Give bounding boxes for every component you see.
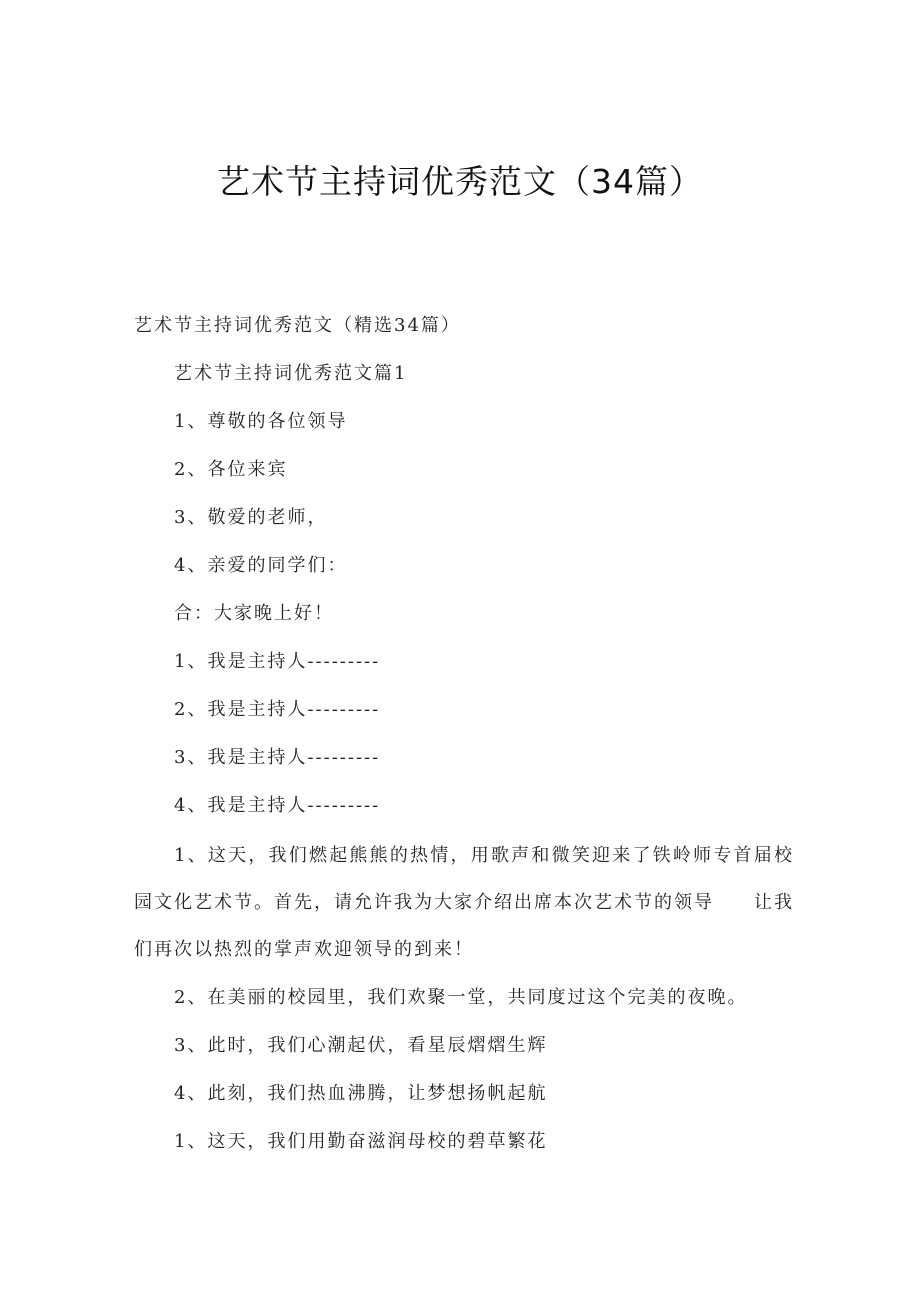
text-line: 1、这天，我们用勤奋滋润母校的碧草繁花	[174, 1131, 548, 1152]
text-line: 4、我是主持人---------	[174, 795, 381, 816]
document-title: 艺术节主持词优秀范文（34篇）	[217, 162, 703, 201]
paragraph: 1、这天，我们燃起熊熊的热情，用歌声和微笑迎来了铁岭师专首届校园文化艺术节。首先，请允许我为大家介绍出席本次艺术节的领导 让我们再次以热烈的掌声欢迎领导的到来！	[134, 845, 794, 960]
text-line: 合：大家晚上好！	[174, 603, 334, 624]
text-line: 1、我是主持人---------	[174, 651, 381, 672]
text-line: 4、亲爱的同学们：	[174, 555, 348, 576]
text-line: 3、我是主持人---------	[174, 747, 381, 768]
text-line: 3、敬爱的老师，	[174, 507, 328, 528]
text-line: 3、此时，我们心潮起伏，看星辰熠熠生辉	[174, 1035, 548, 1056]
document-subtitle: 艺术节主持词优秀范文（精选34篇）	[134, 315, 461, 336]
text-line: 2、在美丽的校园里，我们欢聚一堂，共同度过这个完美的夜晚。	[174, 987, 748, 1008]
text-line: 4、此刻，我们热血沸腾，让梦想扬帆起航	[174, 1083, 548, 1104]
text-line: 2、我是主持人---------	[174, 699, 381, 720]
text-line: 2、各位来宾	[174, 459, 288, 480]
section-heading: 艺术节主持词优秀范文篇1	[174, 363, 408, 384]
text-line: 1、尊敬的各位领导	[174, 411, 348, 432]
